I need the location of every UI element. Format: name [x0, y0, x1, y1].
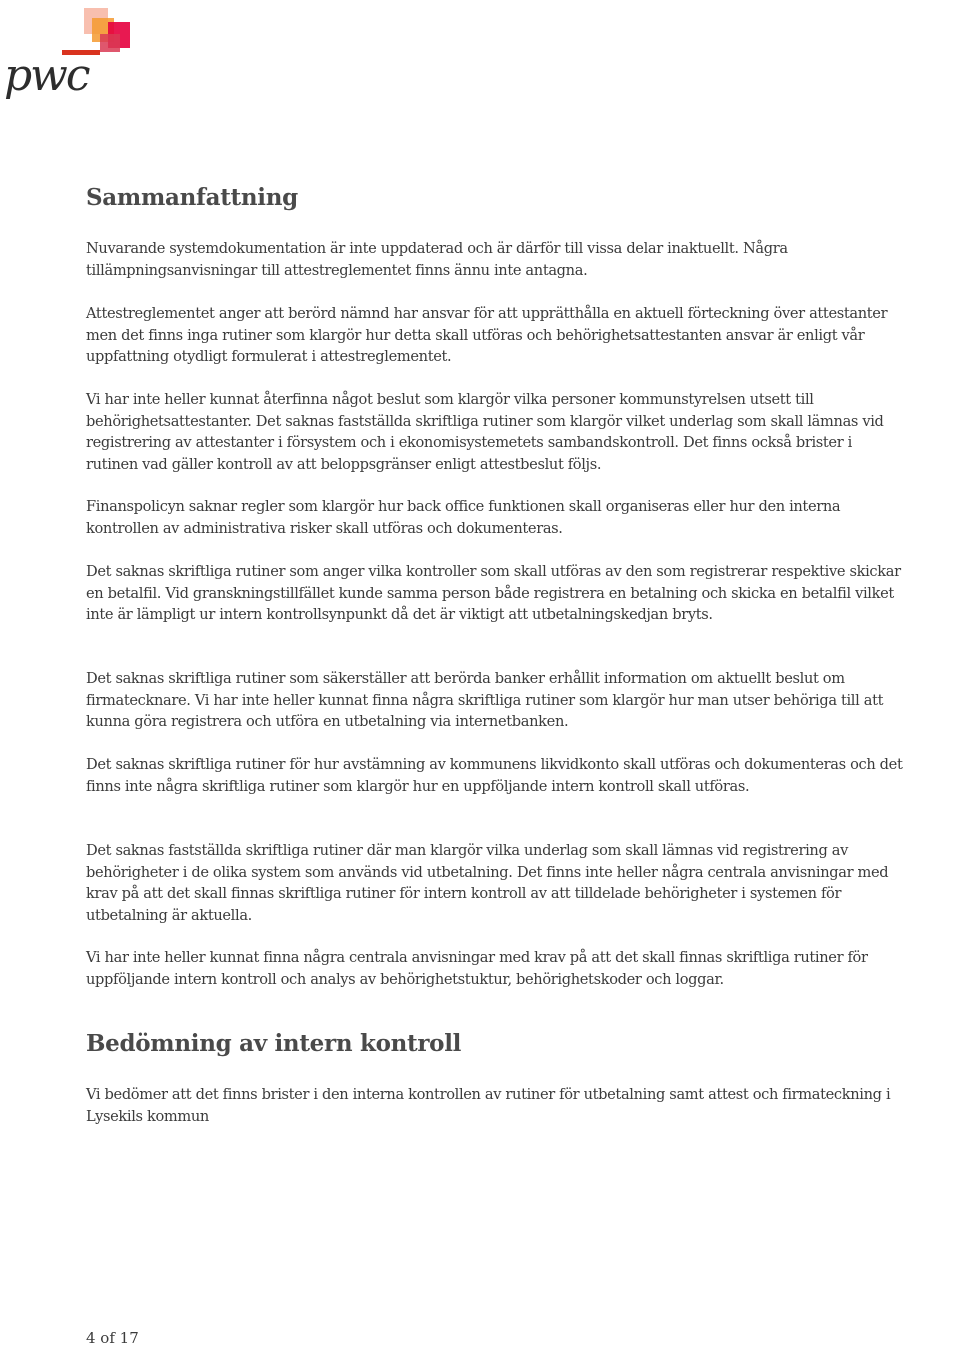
pwc-logo — [4, 4, 134, 104]
logo-block-rose — [100, 34, 120, 52]
paragraph: Det saknas skriftliga rutiner som anger vilka kontroller som skall utföras av den som registrerar respektive skickar en betalfil. Vid granskningstillfället kunde samma person både registrera en betalning och skicka en betalfil vilket inte är lämpligt ur intern kontrollsynpunkt då det är viktigt att utbetalningskedjan bryts. — [86, 563, 901, 623]
section-heading-bedomning: Bedömning av intern kontroll — [86, 1030, 462, 1057]
section-heading-sammanfattning: Sammanfattning — [86, 184, 298, 211]
paragraph: Det saknas fastställda skriftliga rutiner där man klargör vilka underlag som skall lämnas vid registrering av behörigheter i de olika system som används vid utbetalning. Det finns inte heller några centrala anvisningar med krav på att det skall finnas skriftliga rutiner för intern kontroll av att tilldelade behörigheter i systemen för utbetalning är aktuella. — [86, 842, 889, 924]
paragraph: Vi har inte heller kunnat finna några centrala anvisningar med krav på att det skall finnas skriftliga rutiner för uppföljande intern kontroll och analys av behörighetstuktur, behörighetskoder och loggar. — [86, 949, 868, 988]
paragraph: Det saknas skriftliga rutiner för hur avstämning av kommunens likvidkonto skall utföras och dokumenteras och det finns inte några skriftliga rutiner som klargör hur en uppföljande intern kontroll skall utföras. — [86, 756, 903, 795]
paragraph: Vi bedömer att det finns brister i den interna kontrollen av rutiner för utbetalning samt attest och firmateckning i Lysekils kommun — [86, 1086, 891, 1125]
paragraph: Det saknas skriftliga rutiner som säkerställer att berörda banker erhållit information om aktuellt beslut om firmatecknare. Vi har inte heller kunnat finna några skriftliga rutiner som klargör hur man utser behöriga till att kunna göra registrera och utföra en utbetalning via internetbanken. — [86, 670, 884, 730]
logo-wordmark: pwc — [4, 50, 89, 101]
paragraph: Finanspolicyn saknar regler som klargör hur back office funktionen skall organiseras eller hur den interna kontrollen av administrativa risker skall utföras och dokumenteras. — [86, 498, 841, 537]
page-number: 4 of 17 — [86, 1329, 139, 1347]
paragraph: Attestreglementet anger att berörd nämnd har ansvar för att upprätthålla en aktuell förteckning över attestanter men det finns inga rutiner som klargör hur detta skall utföras och behörighetsattestanten ansvar är enligt vår uppfattning otydligt formulerat i attestreglementet. — [86, 305, 888, 365]
paragraph: Vi har inte heller kunnat återfinna något beslut som klargör vilka personer kommunstyrelsen utsett till behörighetsattestanter. Det saknas fastställda skriftliga rutiner som klargör vilket underlag som skall lämnas vid registrering av attestanter i försystem och i ekonomisystemetets sambandskontroll. Det finns också brister i rutinen vad gäller kontroll av att beloppsgränser enligt attestbeslut följs. — [86, 391, 884, 473]
paragraph: Nuvarande systemdokumentation är inte uppdaterad och är därför till vissa delar inaktuellt. Några tillämpningsanvisningar till attestreglementet finns ännu inte antagna. — [86, 240, 788, 279]
